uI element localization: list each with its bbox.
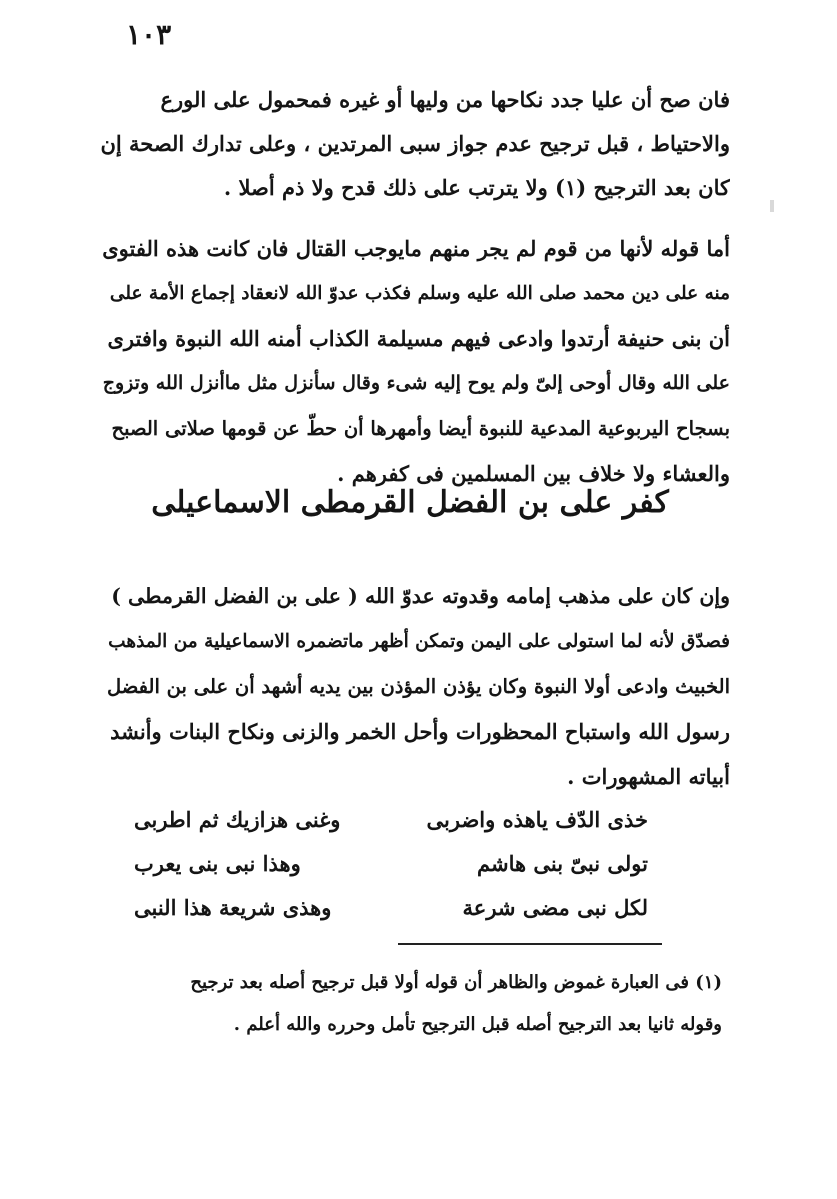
verse-second-hemistich: وهذا نبى بنى يعرب: [134, 851, 301, 876]
footnote: [104, 962, 722, 1046]
verse-first-hemistich: لكل نبى مضى شرعة: [462, 895, 648, 920]
paragraph-2: [98, 226, 730, 496]
verse-second-hemistich: وغنى هزازيك ثم اطربى: [134, 807, 341, 832]
text-line: والاحتياط ، قبل ترجيح عدم جواز سبى المرتدين ، وعلى تدارك الصحة إن: [100, 131, 730, 156]
poem-verse: [134, 798, 648, 842]
text-line: على الله وقال أوحى إلىّ ولم يوح إليه شىء وقال سأنزل مثل ماأنزل الله وتزوج: [102, 372, 730, 394]
text-line: وإن كان على مذهب إمامه وقدوته عدوّ الله ( على بن الفضل القرمطى ): [111, 584, 730, 608]
text-line: رسول الله واستباح المحظورات وأحل الخمر والزنى ونكاح البنات وأنشد: [110, 719, 730, 744]
text-line: أما قوله لأنها من قوم لم يجر منهم مايوجب القتال فان كانت هذه الفتوى: [102, 236, 730, 261]
text-line: بسجاح اليربوعية المدعية للنبوة أيضا وأمهرها أن حطّ عن قومها صلاتى الصبح: [111, 417, 730, 440]
paragraph-1: [98, 78, 730, 210]
text-line: فصدّق لأنه لما استولى على اليمن وتمكن أظهر ماتضمره الاسماعيلية من المذهب: [108, 631, 730, 652]
text-line: والعشاء ولا خلاف بين المسلمين فى كفرهم .: [337, 461, 730, 486]
footnote-divider: [398, 943, 662, 945]
verse-first-hemistich: تولى نبىّ بنى هاشم: [477, 851, 648, 876]
text-line: أن بنى حنيفة أرتدوا وادعى فيهم مسيلمة الكذاب أمنه الله النبوة وافترى: [107, 326, 730, 351]
poem-verse: [134, 842, 648, 886]
text-line: منه على دين محمد صلى الله عليه وسلم فكذب عدوّ الله لانعقاد إجماع الأمة على: [109, 283, 730, 304]
paragraph-3: [98, 574, 730, 799]
poem: [134, 798, 648, 930]
scan-speck: [770, 200, 774, 212]
verse-second-hemistich: وهذى شريعة هذا النبى: [134, 895, 332, 920]
text-line: الخبيث وادعى أولا النبوة وكان يؤذن المؤذن بين يديه أشهد أن على بن الفضل: [106, 675, 730, 698]
text-line: فان صح أن عليا جدد نكاحها من وليها أو غيره فمحمول على الورع: [160, 87, 730, 112]
page-number: ١٠٣: [126, 18, 172, 51]
text-line: أبياته المشهورات .: [567, 764, 730, 789]
footnote-line: (١) فى العبارة غموض والظاهر أن قوله أولا قبل ترجيح أصله بعد ترجيح: [190, 972, 722, 993]
footnote-line: وقوله ثانيا بعد الترجيح أصله قبل الترجيح تأمل وحرره والله أعلم .: [233, 1014, 722, 1035]
poem-verse: [134, 886, 648, 930]
section-heading: كفر على بن الفضل القرمطى الاسماعيلى: [151, 485, 669, 520]
text-line: كان بعد الترجيح (١) ولا يترتب على ذلك قدح ولا ذم أصلا .: [223, 175, 730, 200]
verse-first-hemistich: خذى الدّف ياهذه واضربى: [426, 807, 648, 832]
